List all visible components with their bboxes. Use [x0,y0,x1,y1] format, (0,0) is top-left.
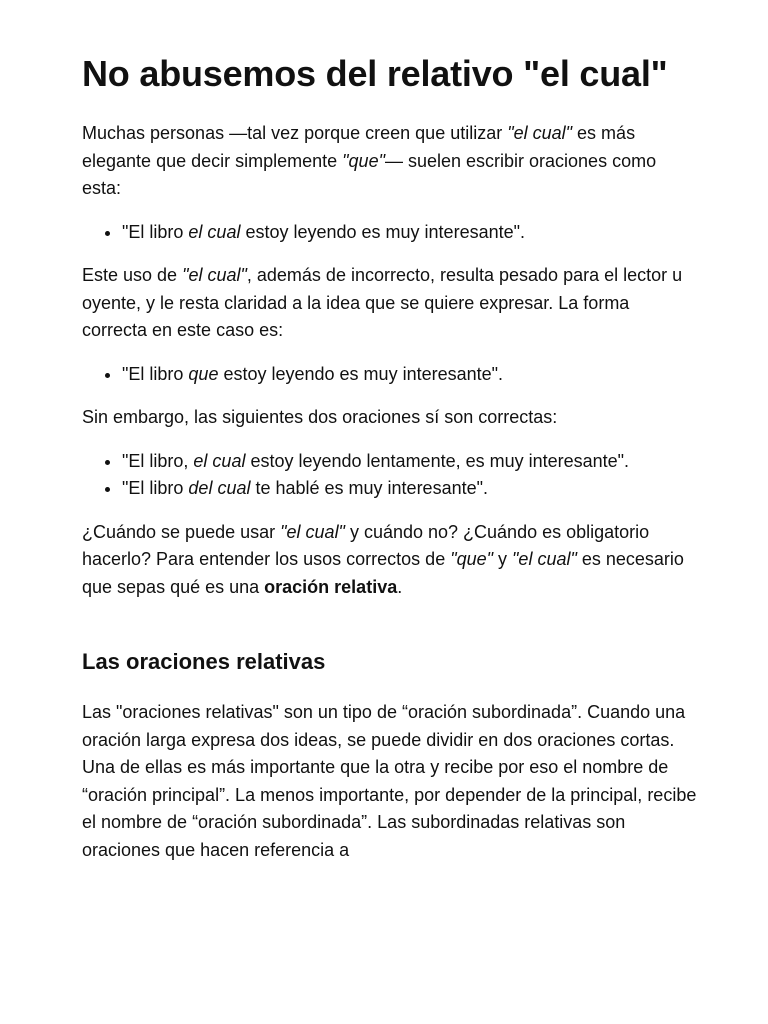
text-run: "El libro [122,221,189,242]
text-run: . [397,576,403,597]
text-run: ¿Cuándo se puede usar [82,521,281,542]
emphasis: del cual [188,478,251,498]
emphasis-que: "que" [450,549,494,569]
text-run: es más elegante que decir simplemente [82,123,636,171]
article-title: No abusemos del relativo "el cual" [82,53,668,94]
text-run: — suelen escribir oraciones como esta: [82,150,657,198]
question-paragraph [82,519,698,602]
text-run: "El libro [122,363,189,384]
strong-oracion-relativa: oración relativa [264,576,398,597]
text-run: , además de incorrecto, resulta pesado para el lector u oyente, y le resta claridad a la idea que se quiere expresar. La forma correcta en este caso es: [82,265,683,340]
emphasis: el cual [193,450,246,471]
section-paragraph: Las "oraciones relativas" son un tipo de “oración subordinada”. Cuando una oración larga expresa dos ideas, se puede dividir en dos oraciones cortas. Una de ellas es más importante que la otra y recibe por eso el nombre de “oración principal”. La menos importante, por depender de la principal, recibe el nombre de “oración subordinada”. Las subordinadas relativas son oraciones que hacen referencia a [82,702,697,860]
list-item [122,448,698,476]
text-run: Muchas personas —tal vez porque creen que utilizar [82,123,508,143]
intro-paragraph [82,120,698,203]
list-item [122,219,698,247]
emphasis-el-cual: "el cual" [512,549,577,569]
text-run: estoy leyendo es muy interesante". [240,221,525,242]
text-run: "El libro [122,478,189,498]
emphasis-el-cual: "el cual" [507,123,573,143]
text-run: estoy leyendo lentamente, es muy interesante". [245,450,630,471]
text-run: y cuándo no? ¿Cuándo es obligatorio hacerlo? Para entender los usos correctos de [82,521,650,569]
section-heading: Las oraciones relativas [82,649,326,674]
emphasis: el cual [188,221,241,242]
text-run: es necesario que sepas qué es una [82,549,684,597]
emphasis-que: "que" [342,150,385,171]
text-run: estoy leyendo es muy interesante". [218,363,504,384]
emphasis-el-cual: "el cual" [182,265,247,285]
example-list-incorrect [82,219,698,247]
explanation-paragraph [82,262,698,345]
emphasis: que [188,363,219,384]
list-item [122,361,698,389]
example-list-valid [82,448,698,503]
example-list-correct [82,361,698,389]
emphasis-el-cual: "el cual" [280,521,345,542]
transition-paragraph: Sin embargo, las siguientes dos oraciones sí son correctas: [82,407,558,427]
text-run: y [493,549,513,569]
text-run: Este uso de [82,265,183,285]
text-run: te hablé es muy interesante". [250,478,488,498]
text-run: "El libro, [122,450,194,471]
list-item [122,475,698,503]
